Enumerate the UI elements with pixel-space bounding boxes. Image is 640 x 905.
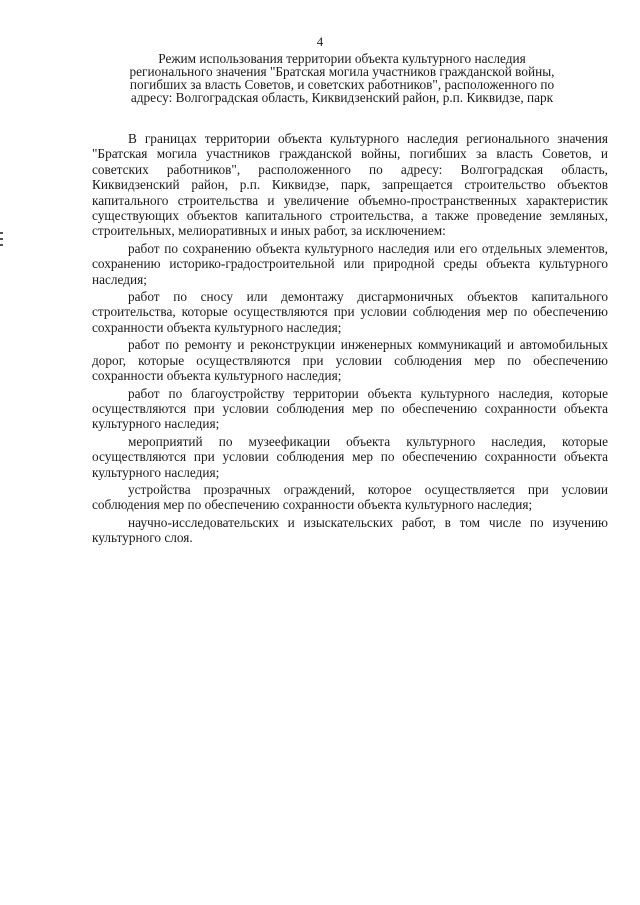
document-body <box>92 131 608 546</box>
exception-item: работ по благоустройству территории объекта культурного наследия, которые осуществляются при условии соблюдения мер по обеспечению сохранности объекта культурного наследия; <box>92 385 608 432</box>
exception-item: работ по сносу или демонтажу дисгармоничных объектов капитального строительства, которые осуществляются при условии соблюдения мер по обеспечению сохранности объекта культурного наследия; <box>92 289 608 335</box>
title-line: регионального значения "Братская могила участников гражданской войны, <box>129 64 555 79</box>
scan-margin-mark <box>0 232 3 234</box>
exception-item: научно-исследовательских и изыскательских работ, в том числе по изучению культурного слоя. <box>92 514 608 546</box>
exception-item: устройства прозрачных ограждений, которое осуществляется при условии соблюдения мер по обеспечению сохранности объекта культурного наследия; <box>92 481 608 513</box>
title-line: Режим использования территории объекта культурного наследия <box>158 51 526 66</box>
intro-paragraph: В границах территории объекта культурного наследия регионального значения "Братская могила участников гражданской войны, погибших за власть Советов, и советских работников", расположенного по адресу: Волгоградская область, Киквидзенский район, р.п. Киквидзе, парк, запрещается строительство объектов капитального строительства и увеличение объемно-пространственных характеристик существующих объектов капитального строительства, а также проведение земляных, строительных, мелиоративных и иных работ, за исключением: <box>92 131 608 239</box>
title-line: погибших за власть Советов, и советских работников", расположенного по <box>129 77 555 92</box>
exception-item: мероприятий по музеефикации объекта культурного наследия, которые осуществляются при условии соблюдения мер по обеспечению сохранности объекта культурного наследия; <box>92 433 608 480</box>
exception-item: работ по сохранению объекта культурного наследия или его отдельных элементов, сохранению историко-градостроительной или природной среды объекта культурного наследия; <box>92 240 608 287</box>
scan-margin-mark <box>0 238 3 240</box>
exception-item: работ по ремонту и реконструкции инженерных коммуникаций и автомобильных дорог, которые осуществляются при условии соблюдения мер по обеспечению сохранности объекта культурного наследия; <box>92 337 608 384</box>
title-line: адресу: Волгоградская область, Киквидзенский район, р.п. Киквидзе, парк <box>130 90 554 105</box>
document-title <box>92 52 592 104</box>
scan-margin-mark <box>0 244 3 246</box>
page-number: 4 <box>316 34 324 49</box>
